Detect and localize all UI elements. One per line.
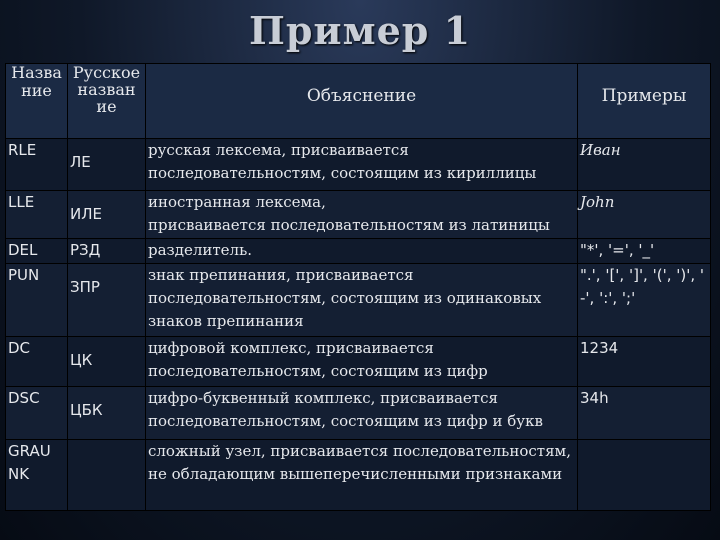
cell-code: PUN [6,264,68,337]
cell-russian-name: РЗД [68,238,146,263]
cell-explanation: русская лексема, присваивается последовательностям, состоящим из кириллицы [146,139,578,191]
cell-example: 34h [578,387,711,440]
table-row [6,238,711,263]
cell-explanation: цифровой комплекс, присваивается последовательностям, состоящим из цифр [146,337,578,387]
cell-example: "*', '=', '_' [578,238,711,263]
slide-title: Пример 1 [248,8,472,53]
cell-code: GRAU NK [6,439,68,510]
cell-code: RLE [6,139,68,191]
cell-russian-name [68,439,146,510]
cell-code: DC [6,337,68,387]
cell-russian-name: ИЛЕ [68,190,146,238]
header-explanation: Объяснение [146,64,578,139]
table-row [6,190,711,238]
cell-explanation: знак препинания, присваивается последовательностям, состоящим из одинаковых знаков препинания [146,264,578,337]
cell-code: LLE [6,190,68,238]
tag-table [5,63,711,511]
cell-example: Иван [578,139,711,191]
table-row [6,387,711,440]
table-header-row [6,64,711,139]
cell-code: DSC [6,387,68,440]
cell-russian-name: ЗПР [68,264,146,337]
cell-code: DEL [6,238,68,263]
cell-example: John [578,190,711,238]
cell-russian-name: ЛЕ [68,139,146,191]
cell-russian-name: ЦБК [68,387,146,440]
table-row [6,439,711,510]
cell-explanation: сложный узел, присваивается последовательностям, не обладающим вышеперечисленными признаками [146,439,578,510]
cell-russian-name: ЦК [68,337,146,387]
table-row [6,139,711,191]
cell-explanation: цифро-буквенный комплекс, присваивается последовательностям, состоящим из цифр и букв [146,387,578,440]
cell-example: ".', '[', ']', '(', ')', ' -', ':', ';' [578,264,711,337]
table-row [6,337,711,387]
table-row [6,264,711,337]
cell-explanation: разделитель. [146,238,578,263]
header-name: Назва ние [6,64,68,139]
cell-example: 1234 [578,337,711,387]
header-russian-name: Русское назван ие [68,64,146,139]
header-examples: Примеры [578,64,711,139]
cell-explanation: иностранная лексема, присваивается последовательностям из латиницы [146,190,578,238]
cell-example [578,439,711,510]
